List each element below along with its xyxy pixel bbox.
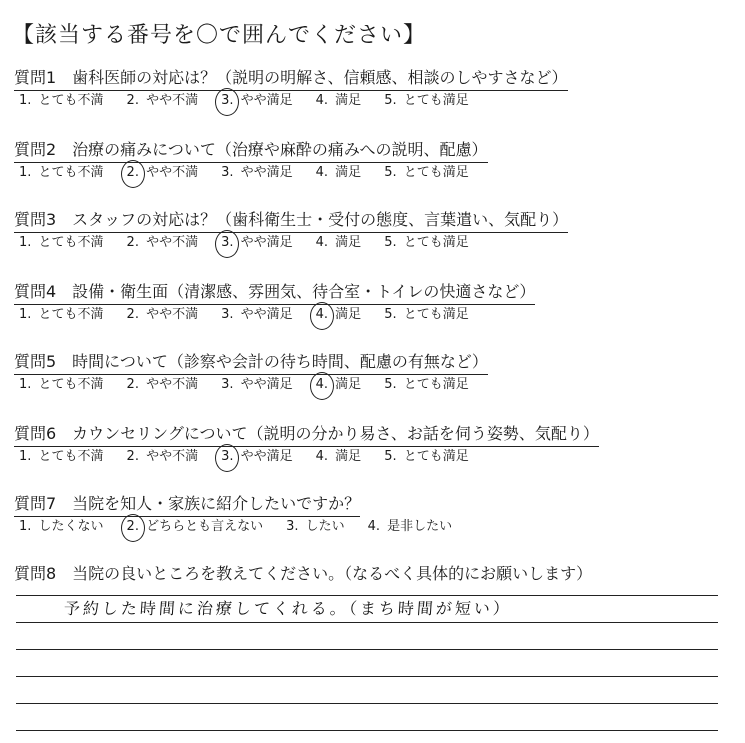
option-number: 5. [384, 93, 397, 108]
answer-option[interactable] [379, 234, 473, 252]
option-text: 満足 [331, 449, 362, 464]
option-text: とても満足 [399, 449, 469, 464]
question-4-options [14, 306, 535, 324]
option-text: やや満足 [236, 235, 293, 250]
option-number: 3. [221, 377, 234, 392]
question-4-label: 質問4 設備・衛生面（清潔感、雰囲気、待合室・トイレの快適さなど） [14, 282, 535, 305]
question-7 [14, 494, 470, 536]
answer-option[interactable] [379, 448, 473, 466]
option-number: 3. [286, 519, 299, 534]
question-4 [14, 282, 535, 324]
answer-option-selected[interactable] [311, 306, 366, 324]
question-3 [14, 210, 568, 252]
option-number: 4. [315, 449, 329, 464]
answer-option[interactable] [379, 376, 473, 394]
answer-option-selected[interactable] [122, 164, 203, 182]
answer-option[interactable] [14, 376, 108, 394]
answer-option[interactable] [311, 234, 366, 252]
question-7-label: 質問7 当院を知人・家族に紹介したいですか？ [14, 494, 360, 517]
question-2-label: 質問2 治療の痛みについて（治療や麻酔の痛みへの説明、配慮） [14, 140, 488, 163]
option-text: とても満足 [399, 235, 469, 250]
question-6 [14, 424, 599, 466]
question-5-label: 質問5 時間について（診察や会計の待ち時間、配慮の有無など） [14, 352, 488, 375]
answer-option-selected[interactable] [216, 448, 297, 466]
question-6-label: 質問6 カウンセリングについて（説明の分かり易さ、お話を伺う姿勢、気配り） [14, 424, 599, 447]
option-text: 満足 [331, 165, 362, 180]
option-text: やや不満 [141, 235, 199, 250]
answer-option[interactable] [216, 164, 297, 182]
option-number: 3. [218, 92, 236, 110]
option-text: やや不満 [141, 377, 199, 392]
question-8-label: 質問8 当院の良いところを教えてください。（なるべく具体的にお願いします） [14, 564, 593, 583]
answer-option[interactable] [311, 92, 366, 110]
option-text: とても不満 [34, 449, 104, 464]
option-text: やや不満 [141, 307, 199, 322]
option-number: 4. [313, 376, 331, 394]
answer-line [16, 623, 718, 650]
option-number: 1. [19, 519, 32, 534]
answer-option-selected[interactable] [122, 518, 268, 536]
option-number: 4. [367, 519, 381, 534]
question-3-options [14, 234, 568, 252]
answer-option[interactable] [14, 164, 108, 182]
option-text: したくない [34, 519, 104, 534]
option-text: やや不満 [141, 165, 199, 180]
answer-option[interactable] [379, 164, 473, 182]
question-3-label: 質問3 スタッフの対応は？（歯科衛生士・受付の態度、言葉遣い、気配り） [14, 210, 568, 233]
option-number: 3. [218, 234, 236, 252]
option-text: やや不満 [141, 93, 199, 108]
option-number: 2. [126, 449, 139, 464]
answer-option[interactable] [14, 92, 108, 110]
option-number: 3. [221, 165, 234, 180]
option-number: 4. [315, 165, 329, 180]
question-2-options [14, 164, 488, 182]
answer-line [16, 677, 718, 704]
answer-option[interactable] [14, 234, 108, 252]
question-2 [14, 140, 488, 182]
option-text: とても満足 [399, 307, 469, 322]
question-5 [14, 352, 488, 394]
option-number: 4. [315, 93, 329, 108]
option-number: 4. [313, 306, 331, 324]
option-text: やや満足 [236, 93, 293, 108]
option-text: とても不満 [34, 93, 104, 108]
option-number: 1. [19, 93, 32, 108]
answer-option-selected[interactable] [216, 234, 297, 252]
option-number: 2. [124, 164, 142, 182]
answer-option[interactable] [122, 306, 203, 324]
question-6-options [14, 448, 599, 466]
option-text: 満足 [331, 307, 362, 322]
option-number: 2. [126, 93, 139, 108]
answer-option[interactable] [311, 448, 366, 466]
option-text: 満足 [331, 93, 362, 108]
answer-option[interactable] [122, 234, 203, 252]
option-text: 是非したい [383, 519, 453, 534]
option-number: 2. [126, 377, 139, 392]
option-text: 満足 [331, 235, 362, 250]
option-number: 5. [384, 449, 397, 464]
answer-option[interactable] [14, 448, 108, 466]
question-8 [14, 564, 592, 586]
answer-option[interactable] [122, 92, 203, 110]
question-1-label: 質問1 歯科医師の対応は？（説明の明解さ、信頼感、相談のしやすさなど） [14, 68, 568, 91]
option-number: 3. [218, 448, 236, 466]
option-text: したい [301, 519, 345, 534]
option-text: やや不満 [141, 449, 199, 464]
answer-option[interactable] [14, 306, 108, 324]
option-number: 2. [124, 518, 142, 536]
option-text: とても満足 [399, 93, 469, 108]
answer-option[interactable] [379, 92, 473, 110]
option-text: とても満足 [399, 165, 469, 180]
option-text: やや満足 [236, 449, 293, 464]
question-7-options [14, 518, 470, 536]
option-number: 5. [384, 235, 397, 250]
answer-option[interactable] [311, 164, 366, 182]
answer-option[interactable] [216, 376, 297, 394]
answer-line [16, 650, 718, 677]
option-text: とても不満 [34, 377, 104, 392]
answer-option-selected[interactable] [311, 376, 366, 394]
question-5-options [14, 376, 488, 394]
option-number: 5. [384, 377, 397, 392]
option-text: どちらとも言えない [141, 519, 264, 534]
answer-option[interactable] [216, 306, 297, 324]
option-number: 2. [126, 235, 139, 250]
option-number: 1. [19, 235, 32, 250]
option-text: やや満足 [236, 165, 293, 180]
option-text: やや満足 [236, 377, 293, 392]
option-number: 1. [19, 307, 32, 322]
form-header: 【該当する番号を〇で囲んでください】 [12, 23, 427, 48]
option-text: とても不満 [34, 165, 104, 180]
answer-option[interactable] [122, 376, 203, 394]
option-number: 1. [19, 377, 32, 392]
option-number: 1. [19, 165, 32, 180]
option-number: 1. [19, 449, 32, 464]
option-number: 5. [384, 165, 397, 180]
answer-option[interactable] [122, 448, 203, 466]
answer-line [16, 704, 718, 731]
option-text: 満足 [331, 377, 362, 392]
option-text: とても不満 [34, 307, 104, 322]
question-1-options [14, 92, 568, 110]
answer-option[interactable] [363, 518, 457, 536]
answer-option[interactable] [379, 306, 473, 324]
handwritten-answer: 予約した時間に治療してくれる。（まち時間が短い） [63, 599, 513, 618]
option-number: 3. [221, 307, 234, 322]
option-number: 4. [315, 235, 329, 250]
option-number: 5. [384, 307, 397, 322]
option-text: やや満足 [236, 307, 293, 322]
answer-option-selected[interactable] [216, 92, 297, 110]
option-text: とても満足 [399, 377, 469, 392]
question-1 [14, 68, 568, 110]
answer-option[interactable] [281, 518, 349, 536]
option-number: 2. [126, 307, 139, 322]
option-text: とても不満 [34, 235, 104, 250]
answer-option[interactable] [14, 518, 108, 536]
